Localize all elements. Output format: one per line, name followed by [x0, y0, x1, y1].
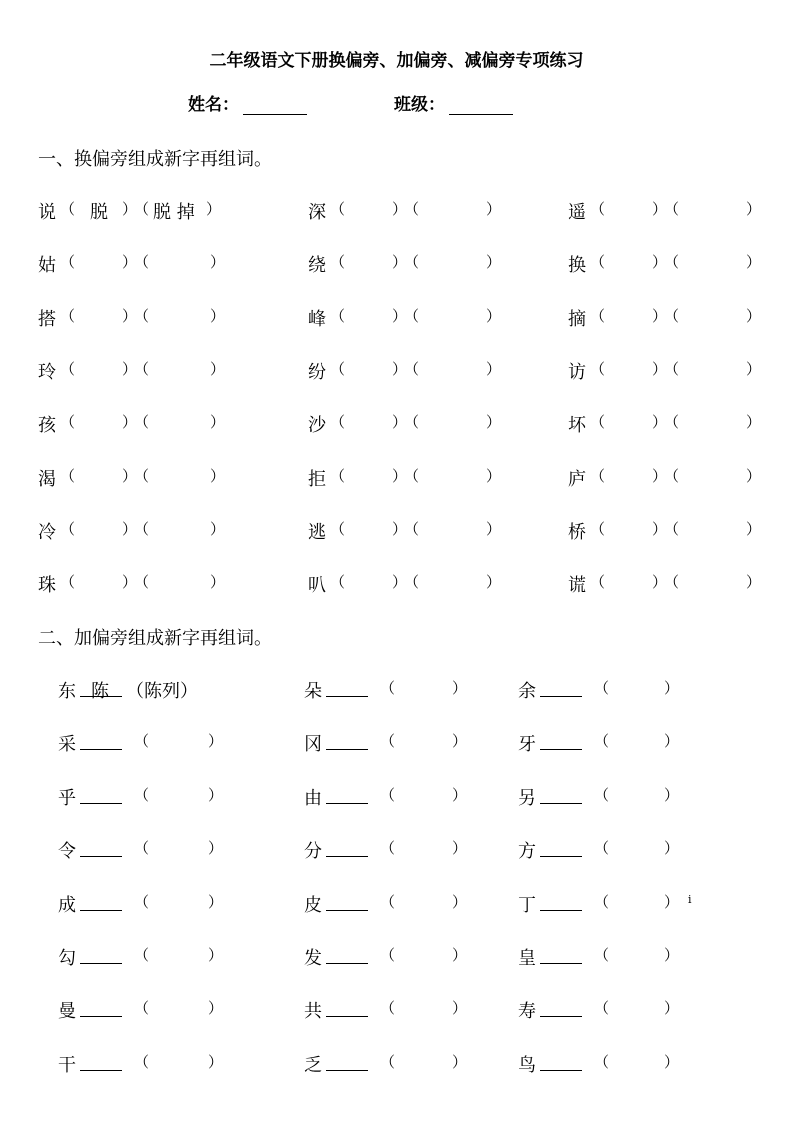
- table-row: [0, 305, 793, 329]
- source-char: 搭: [38, 309, 56, 330]
- open-bracket[interactable]: （: [134, 307, 150, 325]
- close-bracket[interactable]: ）: [392, 307, 408, 325]
- close-bracket[interactable]: ）: [486, 467, 502, 485]
- open-bracket[interactable]: （: [330, 253, 346, 271]
- open-bracket[interactable]: （: [590, 467, 606, 485]
- open-bracket[interactable]: （: [664, 467, 680, 485]
- source-char: 渴: [38, 469, 56, 490]
- open-bracket[interactable]: （: [404, 413, 420, 431]
- close-bracket[interactable]: ）: [664, 1053, 680, 1071]
- source-char: 令: [58, 841, 76, 862]
- open-bracket[interactable]: （: [60, 573, 76, 591]
- answer-blank[interactable]: [540, 1016, 582, 1017]
- class-field: [394, 90, 513, 115]
- close-bracket[interactable]: ）: [208, 839, 224, 857]
- answer-blank[interactable]: [80, 749, 122, 750]
- close-bracket[interactable]: ）: [392, 573, 408, 591]
- source-char: 冈: [304, 734, 322, 755]
- answer-blank[interactable]: [326, 749, 368, 750]
- page-title: 二年级语文下册换偏旁、加偏旁、减偏旁专项练习: [209, 51, 584, 71]
- answer-blank[interactable]: [326, 963, 368, 964]
- open-bracket[interactable]: （: [404, 200, 420, 218]
- source-char: 珠: [38, 575, 56, 596]
- open-bracket[interactable]: （: [594, 839, 610, 857]
- open-bracket[interactable]: （: [330, 360, 346, 378]
- close-bracket[interactable]: ）: [746, 253, 762, 271]
- answer-blank[interactable]: [540, 1070, 582, 1071]
- open-bracket[interactable]: （: [664, 307, 680, 325]
- open-bracket[interactable]: （: [380, 999, 396, 1017]
- source-char: 丁: [518, 895, 536, 916]
- close-bracket[interactable]: ）: [452, 732, 468, 750]
- open-bracket[interactable]: （: [590, 253, 606, 271]
- close-bracket[interactable]: ）: [746, 573, 762, 591]
- section1-heading: 一、换偏旁组成新字再组词。: [38, 149, 272, 170]
- answer-blank[interactable]: [80, 1016, 122, 1017]
- open-bracket[interactable]: （: [60, 520, 76, 538]
- open-bracket[interactable]: （: [404, 573, 420, 591]
- source-char: 遥: [568, 202, 586, 223]
- source-char: 孩: [38, 415, 56, 436]
- open-bracket[interactable]: （: [404, 360, 420, 378]
- close-bracket[interactable]: ）: [652, 307, 668, 325]
- source-char: 坏: [568, 415, 586, 436]
- close-bracket[interactable]: ）: [208, 732, 224, 750]
- table-row: [0, 784, 793, 808]
- close-bracket[interactable]: ）: [486, 360, 502, 378]
- source-char: 桥: [568, 522, 586, 543]
- open-bracket[interactable]: （: [404, 520, 420, 538]
- open-bracket[interactable]: （: [380, 839, 396, 857]
- close-bracket[interactable]: ）: [122, 307, 138, 325]
- open-bracket[interactable]: （: [134, 893, 150, 911]
- close-bracket[interactable]: ）: [486, 307, 502, 325]
- source-char: 乎: [58, 788, 76, 809]
- table-row: [0, 891, 793, 915]
- open-bracket[interactable]: （: [60, 360, 76, 378]
- open-bracket: （: [134, 200, 150, 218]
- open-bracket[interactable]: （: [134, 732, 150, 750]
- close-bracket[interactable]: ）: [652, 467, 668, 485]
- source-char: 访: [568, 362, 586, 383]
- source-char: 发: [304, 948, 322, 969]
- open-bracket[interactable]: （: [60, 413, 76, 431]
- open-bracket[interactable]: （: [380, 1053, 396, 1071]
- table-row: [0, 198, 793, 222]
- open-bracket[interactable]: （: [330, 307, 346, 325]
- open-bracket[interactable]: （: [664, 413, 680, 431]
- source-char: 说: [38, 202, 56, 223]
- close-bracket[interactable]: ）: [664, 732, 680, 750]
- section2-heading: 二、加偏旁组成新字再组词。: [38, 628, 272, 649]
- close-bracket[interactable]: ）: [486, 200, 502, 218]
- answer-blank[interactable]: [540, 803, 582, 804]
- answer-blank[interactable]: [326, 1070, 368, 1071]
- class-blank[interactable]: [449, 96, 513, 115]
- open-bracket[interactable]: （: [330, 200, 346, 218]
- table-row: [0, 677, 793, 701]
- name-label: 姓名：: [188, 95, 239, 115]
- close-bracket[interactable]: ）: [208, 999, 224, 1017]
- open-bracket[interactable]: （: [330, 573, 346, 591]
- open-bracket[interactable]: （: [664, 520, 680, 538]
- open-bracket[interactable]: （: [134, 839, 150, 857]
- source-char: 勾: [58, 948, 76, 969]
- open-bracket[interactable]: （: [134, 1053, 150, 1071]
- open-bracket[interactable]: （: [594, 999, 610, 1017]
- open-bracket[interactable]: （: [594, 946, 610, 964]
- answer-blank[interactable]: [326, 1016, 368, 1017]
- source-char: 叭: [308, 575, 326, 596]
- source-char: 逃: [308, 522, 326, 543]
- close-bracket[interactable]: ）: [210, 413, 226, 431]
- close-bracket[interactable]: ）: [208, 893, 224, 911]
- table-row: [0, 411, 793, 435]
- open-bracket[interactable]: （: [664, 360, 680, 378]
- close-bracket[interactable]: ）: [208, 946, 224, 964]
- open-bracket[interactable]: （: [590, 307, 606, 325]
- source-char: 皮: [304, 895, 322, 916]
- open-bracket[interactable]: （: [134, 786, 150, 804]
- open-bracket[interactable]: （: [60, 253, 76, 271]
- close-bracket[interactable]: ）: [652, 413, 668, 431]
- close-bracket[interactable]: ）: [652, 360, 668, 378]
- close-bracket[interactable]: ）: [392, 200, 408, 218]
- answer-blank[interactable]: [80, 963, 122, 964]
- example-word: 脱 掉: [153, 202, 195, 223]
- stray-mark: i: [688, 893, 692, 906]
- open-bracket[interactable]: （: [380, 893, 396, 911]
- open-bracket[interactable]: （: [590, 573, 606, 591]
- answer-blank[interactable]: [326, 910, 368, 911]
- open-bracket[interactable]: （: [134, 413, 150, 431]
- close-bracket[interactable]: ）: [664, 679, 680, 697]
- source-char: 冷: [38, 522, 56, 543]
- open-bracket[interactable]: （: [134, 573, 150, 591]
- close-bracket[interactable]: ）: [392, 413, 408, 431]
- answer-blank[interactable]: [540, 963, 582, 964]
- close-bracket[interactable]: ）: [122, 360, 138, 378]
- close-bracket[interactable]: ）: [652, 520, 668, 538]
- open-bracket[interactable]: （: [380, 786, 396, 804]
- answer-blank[interactable]: [326, 803, 368, 804]
- close-bracket[interactable]: ）: [122, 520, 138, 538]
- answer-blank[interactable]: [80, 803, 122, 804]
- answer-blank[interactable]: [326, 856, 368, 857]
- open-bracket[interactable]: （: [134, 520, 150, 538]
- close-bracket[interactable]: ）: [746, 360, 762, 378]
- table-row: [0, 837, 793, 861]
- source-char: 由: [304, 788, 322, 809]
- answer-blank[interactable]: [80, 856, 122, 857]
- close-bracket[interactable]: ）: [664, 999, 680, 1017]
- source-char: 谎: [568, 575, 586, 596]
- open-bracket[interactable]: （: [404, 307, 420, 325]
- close-bracket[interactable]: ）: [746, 413, 762, 431]
- close-bracket[interactable]: ）: [122, 253, 138, 271]
- close-bracket[interactable]: ）: [392, 360, 408, 378]
- open-bracket[interactable]: （: [380, 679, 396, 697]
- source-char: 方: [518, 841, 536, 862]
- close-bracket[interactable]: ）: [208, 1053, 224, 1071]
- source-char: 深: [308, 202, 326, 223]
- close-bracket[interactable]: ）: [652, 200, 668, 218]
- close-bracket[interactable]: ）: [210, 520, 226, 538]
- close-bracket[interactable]: ）: [664, 893, 680, 911]
- open-bracket[interactable]: （: [594, 893, 610, 911]
- open-bracket[interactable]: （: [134, 999, 150, 1017]
- open-bracket[interactable]: （: [594, 679, 610, 697]
- open-bracket[interactable]: （: [134, 467, 150, 485]
- close-bracket[interactable]: ）: [392, 253, 408, 271]
- table-row: [0, 571, 793, 595]
- close-bracket[interactable]: ）: [486, 573, 502, 591]
- source-char: 成: [58, 895, 76, 916]
- close-bracket[interactable]: ）: [486, 253, 502, 271]
- close-bracket[interactable]: ）: [746, 307, 762, 325]
- open-bracket[interactable]: （: [594, 786, 610, 804]
- close-bracket[interactable]: ）: [210, 573, 226, 591]
- table-row: [0, 997, 793, 1021]
- example-new-char: 陈: [91, 681, 109, 702]
- source-char: 朵: [304, 681, 322, 702]
- table-row: [0, 358, 793, 382]
- open-bracket[interactable]: （: [664, 253, 680, 271]
- source-char: 采: [58, 734, 76, 755]
- answer-blank[interactable]: [540, 910, 582, 911]
- open-bracket[interactable]: （: [590, 413, 606, 431]
- close-bracket[interactable]: ）: [746, 200, 762, 218]
- open-bracket[interactable]: （: [590, 200, 606, 218]
- answer-blank[interactable]: [326, 696, 368, 697]
- open-bracket[interactable]: （: [330, 413, 346, 431]
- source-char: 乏: [304, 1055, 322, 1076]
- close-bracket[interactable]: ）: [122, 467, 138, 485]
- close-bracket[interactable]: ）: [664, 839, 680, 857]
- example-word: （陈列）: [126, 681, 198, 702]
- open-bracket[interactable]: （: [330, 520, 346, 538]
- source-char: 拒: [308, 469, 326, 490]
- source-char: 纷: [308, 362, 326, 383]
- open-bracket[interactable]: （: [380, 946, 396, 964]
- close-bracket[interactable]: ）: [210, 307, 226, 325]
- close-bracket[interactable]: ）: [392, 520, 408, 538]
- answer-blank[interactable]: [540, 749, 582, 750]
- close-bracket[interactable]: ）: [664, 786, 680, 804]
- open-bracket: （: [60, 200, 76, 218]
- table-row: [0, 465, 793, 489]
- source-char: 干: [58, 1055, 76, 1076]
- source-char: 庐: [568, 469, 586, 490]
- close-bracket[interactable]: ）: [122, 573, 138, 591]
- close-bracket[interactable]: ）: [392, 467, 408, 485]
- open-bracket[interactable]: （: [664, 573, 680, 591]
- table-row: [0, 1051, 793, 1075]
- close-bracket[interactable]: ）: [486, 520, 502, 538]
- source-char: 曼: [58, 1001, 76, 1022]
- source-char: 沙: [308, 415, 326, 436]
- open-bracket[interactable]: （: [590, 520, 606, 538]
- close-bracket[interactable]: ）: [746, 520, 762, 538]
- close-bracket[interactable]: ）: [452, 1053, 468, 1071]
- close-bracket[interactable]: ）: [652, 253, 668, 271]
- answer-blank[interactable]: [540, 856, 582, 857]
- table-row: [0, 518, 793, 542]
- close-bracket[interactable]: ）: [452, 893, 468, 911]
- answer-blank[interactable]: [80, 910, 122, 911]
- open-bracket[interactable]: （: [590, 360, 606, 378]
- close-bracket[interactable]: ）: [208, 786, 224, 804]
- open-bracket[interactable]: （: [404, 253, 420, 271]
- open-bracket[interactable]: （: [664, 200, 680, 218]
- open-bracket[interactable]: （: [134, 253, 150, 271]
- close-bracket[interactable]: ）: [210, 467, 226, 485]
- close-bracket[interactable]: ）: [452, 839, 468, 857]
- name-field: [188, 90, 307, 115]
- answer-blank[interactable]: [80, 1070, 122, 1071]
- close-bracket[interactable]: ）: [652, 573, 668, 591]
- close-bracket: ）: [122, 200, 138, 218]
- open-bracket[interactable]: （: [134, 360, 150, 378]
- close-bracket[interactable]: ）: [452, 946, 468, 964]
- table-row: [0, 944, 793, 968]
- open-bracket[interactable]: （: [380, 732, 396, 750]
- open-bracket[interactable]: （: [60, 307, 76, 325]
- open-bracket[interactable]: （: [594, 732, 610, 750]
- source-char: 寿: [518, 1001, 536, 1022]
- source-char: 摘: [568, 309, 586, 330]
- close-bracket[interactable]: ）: [486, 413, 502, 431]
- open-bracket[interactable]: （: [134, 946, 150, 964]
- close-bracket[interactable]: ）: [452, 999, 468, 1017]
- close-bracket[interactable]: ）: [210, 360, 226, 378]
- close-bracket[interactable]: ）: [452, 679, 468, 697]
- answer-blank[interactable]: [540, 696, 582, 697]
- source-char: 姑: [38, 255, 56, 276]
- open-bracket[interactable]: （: [330, 467, 346, 485]
- source-char: 余: [518, 681, 536, 702]
- source-char: 另: [518, 788, 536, 809]
- close-bracket[interactable]: ）: [452, 786, 468, 804]
- source-char: 换: [568, 255, 586, 276]
- source-char: 东: [58, 681, 76, 702]
- open-bracket[interactable]: （: [60, 467, 76, 485]
- source-char: 峰: [308, 309, 326, 330]
- name-blank[interactable]: [243, 96, 307, 115]
- close-bracket: ）: [206, 200, 222, 218]
- source-char: 分: [304, 841, 322, 862]
- example-new-char: 脱: [90, 202, 108, 223]
- source-char: 玲: [38, 362, 56, 383]
- table-row: [0, 251, 793, 275]
- source-char: 牙: [518, 734, 536, 755]
- source-char: 皇: [518, 948, 536, 969]
- open-bracket[interactable]: （: [594, 1053, 610, 1071]
- source-char: 鸟: [518, 1055, 536, 1076]
- source-char: 共: [304, 1001, 322, 1022]
- source-char: 绕: [308, 255, 326, 276]
- close-bracket[interactable]: ）: [210, 253, 226, 271]
- close-bracket[interactable]: ）: [664, 946, 680, 964]
- close-bracket[interactable]: ）: [746, 467, 762, 485]
- table-row: [0, 730, 793, 754]
- open-bracket[interactable]: （: [404, 467, 420, 485]
- close-bracket[interactable]: ）: [122, 413, 138, 431]
- class-label: 班级：: [394, 95, 445, 115]
